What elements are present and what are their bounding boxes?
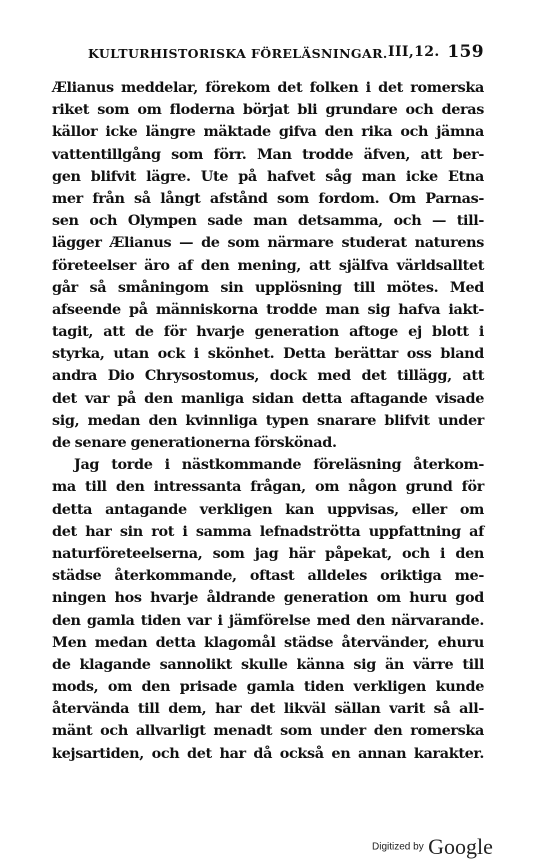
text-line: detta antagande verkligen kan uppvisas, eller om [52,500,484,518]
text-line: det var på den manliga sidan detta aftagande visade [52,389,484,407]
text-line: mods, om den prisade gamla tiden verkligen kunde [52,678,484,696]
text-line: riket som om floderna börjat bli grundare och deras [52,101,484,119]
text-line: styrka, utan ock i skönhet. Detta berättar oss bland [52,345,484,363]
text-line: mer från så långt afstånd som fordom. Om Parnas- [52,189,484,207]
paragraph [52,454,484,765]
text-line: Ælianus meddelar, förekom det folken i det romerska [52,79,484,96]
text-line: går så småningom sin upplösning till mötes. Med [52,278,484,296]
text-line: lägger Ælianus — de som närmare studerat naturens [52,234,484,252]
text-line: sen och Olympen sade man detsamma, och — till- [52,212,484,230]
body-text [52,77,484,765]
chapter-reference: III,12. [388,44,440,60]
text-line: gen blifvit lägre. Ute på hafvet såg man icke Etna [52,167,484,185]
text-line: källor icke längre mäktade gifva den rika och jämna [52,123,484,141]
text-line: naturföreteelserna, som jag här påpekat, och i den [52,544,484,562]
text-line: sig, medan den kvinnliga typen snarare blifvit under [52,411,484,429]
text-line: Jag torde i nästkommande föreläsning återkom- [74,456,484,474]
text-line: återvända till dem, har det likväl sällan varit så all- [52,700,484,718]
text-line: tagit, att de för hvarje generation aftoge ej blott i [52,323,484,341]
text-line: städse återkommande, oftast alldeles oriktiga me- [52,567,484,585]
text-line: ningen hos hvarje åldrande generation om huru god [52,589,484,607]
text-line: den gamla tiden var i jämförelse med den närvarande. [52,611,484,629]
digitized-by-label: Digitized by [372,841,424,853]
text-line: andra Dio Chrysostomus, dock med det tillägg, att [52,367,484,385]
text-line: kejsartiden, och det har då också en annan karakter. [52,744,484,762]
text-line: det har sin rot i samma lefnadströtta uppfattning af [52,522,484,540]
page-header [88,41,484,65]
text-line: ma till den intressanta frågan, om någon grund för [52,478,484,496]
text-line: de klagande sannolikt skulle känna sig än värre till [52,655,484,673]
text-line: afseende på människorna trodde man sig hafva iakt- [52,300,484,318]
running-title: KULTURHISTORISKA FÖRELÄSNINGAR. [88,46,388,61]
text-line: vattentillgång som förr. Man trodde äfven, att ber- [52,145,484,163]
text-line: de senare generationerna förskönad. [52,434,337,451]
paragraph [52,77,484,454]
google-logo: Google [428,834,493,859]
digitization-watermark [372,834,493,860]
text-line: Men medan detta klagomål städse återvänder, ehuru [52,633,484,651]
page-number: 159 [447,42,484,62]
text-line: mänt och allvarligt menadt som under den romerska [52,722,484,740]
text-line: företeelser äro af den mening, att själfva världsalltet [52,256,484,274]
